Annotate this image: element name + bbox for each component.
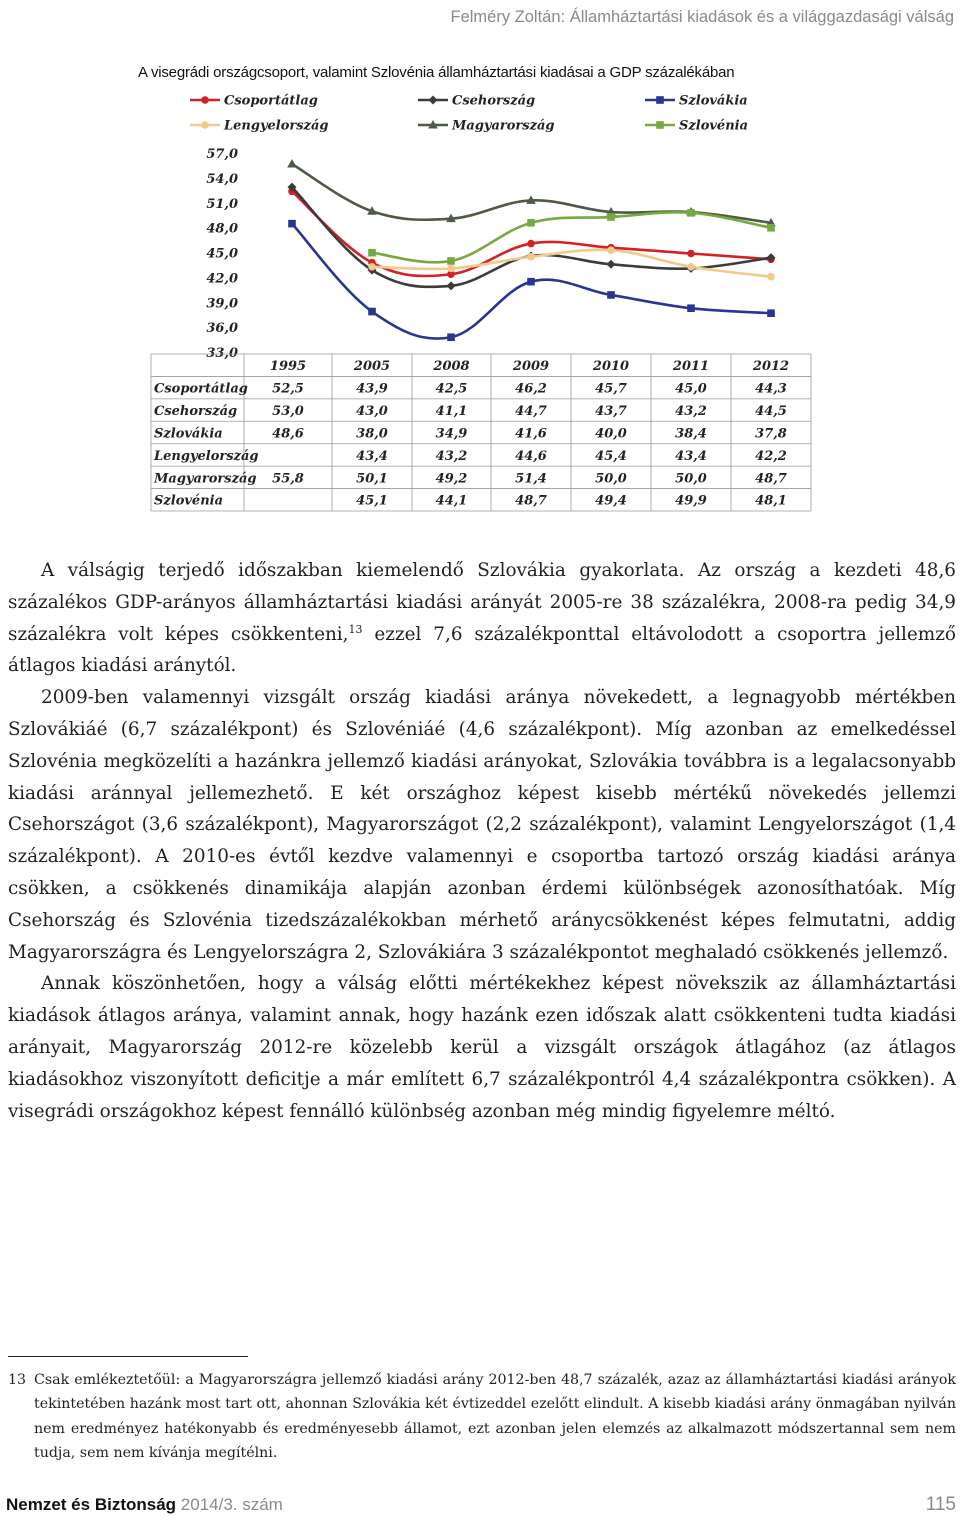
paragraph-1 <box>8 555 956 682</box>
y-tick-label: 57,0 <box>206 147 238 162</box>
data-point <box>607 246 615 254</box>
legend-swatch-marker <box>429 96 438 105</box>
page-number: 115 <box>925 1494 956 1515</box>
paragraph-2: 2009-ben valamennyi vizsgált ország kiadási aránya növekedett, a legnagyobb mértékben Szlovákiáé (6,7 százalékpont) és Szlovéniáé (4,6 százalékpont). Míg azonban az emelkedéssel Szlovénia megközelíti a hazánkra jellemző kiadási arányokat, Szlovákia továbbra is a legalacsonyabb kiadási aránnyal jellemezhető. E két országhoz képest kisebb mértékű növekedés jellemzi Csehországot (3,6 százalékpont), Magyarországot (2,2 százalékpont), valamint Lengyelországot (1,4 százalékpont). A 2010-es évtől kezdve valamennyi e csoportba tartozó ország kiadási aránya csökken, a csökkenés dinamikája alapján azonban érdemi különbségek azonosíthatóak. Míg Csehország és Szlovénia tizedszázalékokban mérhető aránycsökkenést képes felmutatni, addig Magyarországra és Lengyelországra 2, Szlovákiára 3 százalékpontot meghaladó csökkenés jellemző. <box>8 687 956 963</box>
table-cell: 50,0 <box>595 471 627 487</box>
running-head: Felméry Zoltán: Államháztartási kiadások és a világgazdasági válság <box>450 8 954 26</box>
table-cell: 37,8 <box>755 426 787 442</box>
table-cell: 44,6 <box>515 448 547 464</box>
x-tick-label: 2005 <box>353 359 391 375</box>
table-cell: 48,7 <box>515 493 547 509</box>
table-cell: 46,2 <box>515 381 547 397</box>
data-point <box>368 249 376 257</box>
x-tick-label: 1995 <box>269 359 307 375</box>
legend-label: Csehország <box>452 93 536 109</box>
data-point <box>447 265 455 273</box>
data-point <box>767 273 775 281</box>
table-row-label: Csoportátlag <box>154 381 248 397</box>
x-tick-label: 2012 <box>752 359 790 375</box>
data-point <box>287 159 297 168</box>
table-cell: 48,7 <box>755 471 787 487</box>
data-point <box>447 333 455 341</box>
table-row-label: Szlovákia <box>154 426 223 442</box>
table-row-label: Magyarország <box>154 471 257 487</box>
table-cell: 34,9 <box>435 426 468 442</box>
data-point <box>687 209 695 217</box>
data-point <box>687 263 695 271</box>
footnote <box>8 1368 956 1466</box>
table-cell: 55,8 <box>272 471 304 487</box>
table-cell: 45,1 <box>356 493 388 509</box>
footnote-text: Csak emlékeztetőül: a Magyarországra jellemző kiadási arány 2012-ben 48,7 százalék, azaz az államháztartási kiadási arányok tekintetében hazánk most tart ott, ahonnan Szlovákia két évtizeddel ezelőtt elindult. A kisebb kiadási arány önmagában nyilván nem eredményez hatékonyabb és eredményesebb államot, ezt azonban jelen elemzés az alkalmazott módszertannal sem nem tudja, sem nem kívánja megítélni. <box>34 1372 956 1462</box>
table-cell: 45,0 <box>675 381 707 397</box>
table-cell: 44,5 <box>755 404 787 420</box>
data-point <box>607 260 616 269</box>
x-tick-label: 2008 <box>433 359 470 375</box>
footer-journal <box>6 1495 283 1515</box>
table-cell: 50,0 <box>675 471 707 487</box>
legend-label: Szlovákia <box>679 93 748 109</box>
table-cell: 41,1 <box>435 404 468 420</box>
table-cell: 44,3 <box>755 381 787 397</box>
footnote-ref: 13 <box>348 622 363 636</box>
data-point <box>288 220 296 228</box>
table-row-label: Lengyelország <box>154 448 259 464</box>
y-tick-label: 33,0 <box>206 346 238 361</box>
table-cell: 49,4 <box>595 493 627 509</box>
footnote-number: 13 <box>8 1372 27 1388</box>
table-cell: 52,5 <box>272 381 304 397</box>
footnote-rule <box>8 1356 248 1357</box>
table-cell: 42,5 <box>435 381 468 397</box>
table-cell: 38,4 <box>675 426 707 442</box>
legend-label: Szlovénia <box>679 118 749 134</box>
paragraph-1-text-cont: ezzel 7,6 százalékponttal eltávolodott a csoportra jellemző átlagos kiadási aránytól. <box>8 623 956 677</box>
legend-swatch-marker <box>656 121 664 129</box>
data-point <box>447 257 455 265</box>
data-point <box>368 263 376 271</box>
legend-swatch-marker <box>201 121 209 129</box>
legend-swatch-marker <box>656 96 664 104</box>
y-tick-label: 36,0 <box>206 321 238 337</box>
table-cell: 50,1 <box>356 471 388 487</box>
journal-name: Nemzet és Biztonság <box>6 1495 177 1514</box>
table-cell: 49,2 <box>435 471 468 487</box>
table-cell: 44,1 <box>435 493 468 509</box>
data-point <box>527 253 535 261</box>
table-cell: 43,2 <box>675 404 707 420</box>
paragraph-3: Annak köszönhetően, hogy a válság előtti mértékekhez képest növekszik az államháztartási kiadások átlagos aránya, valamint annak, hogy hazánk ezen időszak alatt csökkenteni tudta kiadási arányait, Magyarország 2012-re közelebb kerül a vizsgált országok átlagához (az átlagos kiadásokhoz viszonyított deficitje a már említett 6,7 százalékpontról 4,4 százalékpontra csökken). A visegrádi országokhoz képest fennálló különbség azonban még mindig figyelemre méltó. <box>8 973 956 1122</box>
table-cell: 38,0 <box>356 426 388 442</box>
data-point <box>607 213 615 221</box>
table-cell: 48,6 <box>272 426 304 442</box>
table-cell: 43,4 <box>675 448 707 464</box>
table-cell: 43,2 <box>435 448 468 464</box>
table-cell: 53,0 <box>272 404 304 420</box>
y-tick-label: 39,0 <box>206 296 238 312</box>
legend-swatch-marker <box>201 96 209 104</box>
data-point <box>527 240 535 248</box>
table-cell: 41,6 <box>515 426 547 442</box>
figure-caption: A visegrádi országcsoport, valamint Szlovénia államháztartási kiadásai a GDP százalékában <box>138 64 735 81</box>
table-cell: 43,7 <box>595 404 627 420</box>
y-tick-label: 45,0 <box>206 246 238 262</box>
table-cell: 42,2 <box>755 448 787 464</box>
issue-number: 2014/3. szám <box>180 1495 283 1514</box>
y-tick-label: 51,0 <box>206 196 238 212</box>
table-cell: 43,0 <box>356 404 388 420</box>
table-cell: 45,7 <box>595 381 627 397</box>
body-text <box>8 555 956 1127</box>
data-point <box>447 281 456 290</box>
data-point <box>767 224 775 232</box>
table-cell: 43,4 <box>356 448 388 464</box>
legend-label: Magyarország <box>452 118 555 134</box>
table-row-label: Csehország <box>154 404 238 420</box>
table-cell: 43,9 <box>356 381 388 397</box>
y-tick-label: 42,0 <box>206 271 238 287</box>
x-tick-label: 2011 <box>672 359 710 375</box>
x-tick-label: 2009 <box>512 359 550 375</box>
legend-label: Lengyelország <box>224 118 329 134</box>
table-cell: 45,4 <box>595 448 627 464</box>
data-point <box>368 308 376 316</box>
paragraph-1-text: A válságig terjedő időszakban kiemelendő Szlovákia gyakorlata. Az ország a kezdeti 48,6 százalékos GDP-arányos államháztartási kiadási arányát 2005-re 38 százalékra, 2008-ra pedig 34,9 százalékra volt képes csökkenteni, <box>8 560 956 645</box>
line-chart <box>0 0 960 540</box>
data-point <box>687 250 695 258</box>
table-cell: 51,4 <box>515 471 547 487</box>
legend-label: Csoportátlag <box>224 93 318 109</box>
data-point <box>607 291 615 299</box>
table-cell: 48,1 <box>755 493 787 509</box>
table-cell: 49,9 <box>675 493 707 509</box>
x-tick-label: 2010 <box>592 359 630 375</box>
table-cell: 44,7 <box>515 404 547 420</box>
table-cell: 40,0 <box>595 426 627 442</box>
data-point <box>527 219 535 227</box>
y-tick-label: 48,0 <box>206 221 238 237</box>
data-point <box>527 278 535 286</box>
data-point <box>687 304 695 312</box>
y-tick-label: 54,0 <box>206 171 238 187</box>
data-point <box>767 309 775 317</box>
table-row-label: Szlovénia <box>154 493 224 509</box>
